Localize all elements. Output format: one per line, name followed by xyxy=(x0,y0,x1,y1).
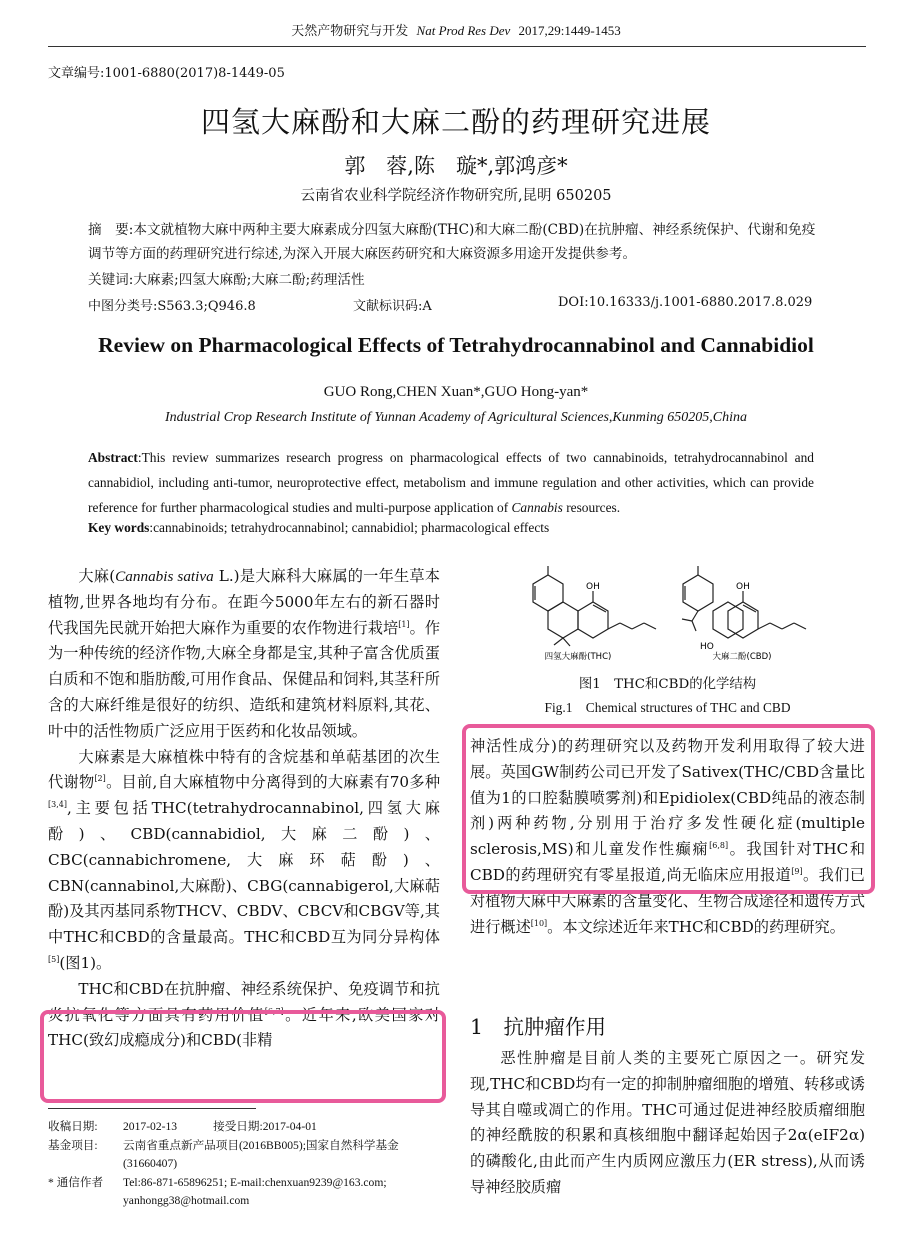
footnote-rule xyxy=(48,1108,256,1109)
section-heading-1: 1 抗肿瘤作用 xyxy=(470,1015,607,1039)
keywords-label: Key words xyxy=(88,520,150,535)
running-head: 天然产物研究与开发 Nat Prod Res Dev 2017,29:1449-1453 xyxy=(291,23,621,39)
chinese-title: 四氢大麻酚和大麻二酚的药理研究进展 xyxy=(200,105,711,139)
chinese-authors: 郭 蓉,陈 璇*,郭鸿彦* xyxy=(344,154,568,178)
figure-caption-en: Fig.1 Chemical structures of THC and CBD xyxy=(544,700,791,715)
paragraph-intro: 大麻(Cannabis sativa L.)是大麻科大麻属的一年生草本植物,世界各地均有分布。在距今5000年左右的新石器时代我国先民就开始把大麻作为重要的农作物进行栽培[1]。作为一种传统的经济作物,大麻全身都是宝,其种子富含优质蛋白质和不饱和脂肪酸,可用作食品、保健品和饲料,其茎秆所含的大麻纤维是很好的纺织、造纸和建筑材料原料,其花、叶中的活性物质广泛应用于医药和化妆品领域。 xyxy=(48,567,441,740)
citation: [2] xyxy=(94,774,106,784)
english-keywords: Key words:cannabinoids; tetrahydrocannabinol; cannabidiol; pharmacological effects xyxy=(88,520,550,535)
footnote-correspondence: * 通信作者 Tel:86-871-65896251; E-mail:chenxuan9239@163.com; yanhongg38@hotmail.com xyxy=(48,1175,387,1207)
thc-label: 四氢大麻酚(THC) xyxy=(544,652,612,662)
document-code: 文献标识码:A xyxy=(353,299,432,314)
chinese-abstract: 摘 要:本文就植物大麻中两种主要大麻素成分四氢大麻酚(THC)和大麻二酚(CBD)在抗肿瘤、神经系统保护、代谢和免疫调节等方面的药理研究进行综述,为深入开展大麻医药研究和大麻资源多用途开发提供参考。 xyxy=(88,222,816,262)
header-rule xyxy=(48,46,866,47)
cbd-label: 大麻二酚(CBD) xyxy=(712,652,772,662)
citation: [6,8] xyxy=(709,841,729,851)
footnote-dates: 收稿日期: 2017-02-13 接受日期:2017-04-01 xyxy=(48,1120,317,1133)
english-authors: GUO Rong,CHEN Xuan*,GUO Hong-yan* xyxy=(323,384,589,400)
body-right-column-section1 xyxy=(470,1046,865,1201)
figure-chemical-structures xyxy=(520,563,860,663)
citation: [3,4] xyxy=(48,800,67,810)
footnote-fund: 基金项目: 云南省重点新产品项目(2016BB005);国家自然科学基金(31660407) xyxy=(48,1138,399,1170)
english-affiliation: Industrial Crop Research Institute of Yunnan Academy of Agricultural Sciences,Kunming 650205,China xyxy=(164,410,747,425)
english-abstract: Abstract:This review summarizes research progress on pharmacological effects of two cannabinoids, tetrahydrocannabinol and cannabidiol, including anti-tumor, neuroprotective effect, metabolism and immune regulation and other activities, which can provide reference for further pharmacological studies and multi-purpose application of Cannabis resources. xyxy=(88,450,814,515)
abstract-label: Abstract xyxy=(88,450,138,465)
article-number: 文章编号:1001-6880(2017)8-1449-05 xyxy=(48,66,285,81)
citation: [9] xyxy=(791,866,803,876)
footnotes xyxy=(48,1118,443,1211)
citation: [10] xyxy=(530,918,548,928)
doi: DOI:10.16333/j.1001-6880.2017.8.029 xyxy=(558,295,813,310)
highlight-box-right xyxy=(462,724,875,894)
citation: [5] xyxy=(48,954,60,964)
paragraph-cannabinoids: 大麻素是大麻植株中特有的含烷基和单萜基团的次生代谢物[2]。目前,自大麻植物中分离得到的大麻素有70多种[3,4],主要包括THC(tetrahydrocannabinol,四氢大麻酚)、CBD(cannabidiol,大麻二酚)、CBC(cannabichromene,大麻环萜酚)、CBN(cannabinol,大麻酚)、CBG(cannabigerol,大麻萜酚)及其丙基同系物THCV、CBDV、CBCV和CBGV等,其中THC和CBD的含量最高。THC和CBD互为同分异构体[5](图1)。 xyxy=(48,747,441,972)
figure-caption-cn: 图1 THC和CBD的化学结构 xyxy=(578,677,757,692)
clc-number: 中图分类号:S563.3;Q946.8 xyxy=(88,299,256,314)
paragraph-pharmacology-continued: 神活性成分)的药理研究以及药物开发利用取得了较大进展。英国GW制药公司已开发了Sativex(THC/CBD含量比值为1的口腔黏膜喷雾剂)和Epidiolex(CBD纯品的液态制剂)两种药物,分别用于治疗多发性硬化症(multiple sclerosis,MS)和儿童发作性癫痫[6,8]。我国针对THC和CBD的药理研究有零星报道,尚无临床应用报道[9]。我们已对植物大麻中大麻素的含量变化、生物合成途径和遗传方式进行概述[10]。本文综述近年来THC和CBD的药理研究。 xyxy=(470,737,866,936)
chinese-affiliation: 云南省农业科学院经济作物研究所,昆明 650205 xyxy=(300,188,612,204)
body-left-column xyxy=(48,564,440,1054)
citation: [6,7] xyxy=(264,1006,284,1016)
citation: [1] xyxy=(398,619,410,629)
paragraph-antitumor: 恶性肿瘤是目前人类的主要死亡原因之一。研究发现,THC和CBD均有一定的抑制肿瘤细胞的增殖、转移或诱导其自噬或凋亡的作用。THC可通过促进神经胶质瘤细胞的神经酰胺的积累和真核细胞中翻译起始因子2α(eIF2α)的磷酸化,由此而产生内质网应激压力(ER stress),从而诱导神经胶质瘤 xyxy=(470,1049,865,1196)
highlight-box-left xyxy=(40,1010,446,1103)
cbd-oh-label: OH xyxy=(736,582,750,592)
english-title: Review on Pharmacological Effects of Tetrahydrocannabinol and Cannabidiol xyxy=(98,333,814,357)
cbd-ho-label: HO xyxy=(700,642,714,652)
chinese-keywords: 关键词:大麻素;四氢大麻酚;大麻二酚;药理活性 xyxy=(88,272,365,288)
cbd-structure xyxy=(682,566,806,638)
paragraph-pharmacology: THC和CBD在抗肿瘤、神经系统保护、免疫调节和抗炎抗氧化等方面具有药用价值[6,7]。近年来,欧美国家对THC(致幻成瘾成分)和CBD(非精 xyxy=(48,979,441,1050)
thc-structure xyxy=(533,566,656,646)
thc-oh-label: OH xyxy=(586,582,600,592)
